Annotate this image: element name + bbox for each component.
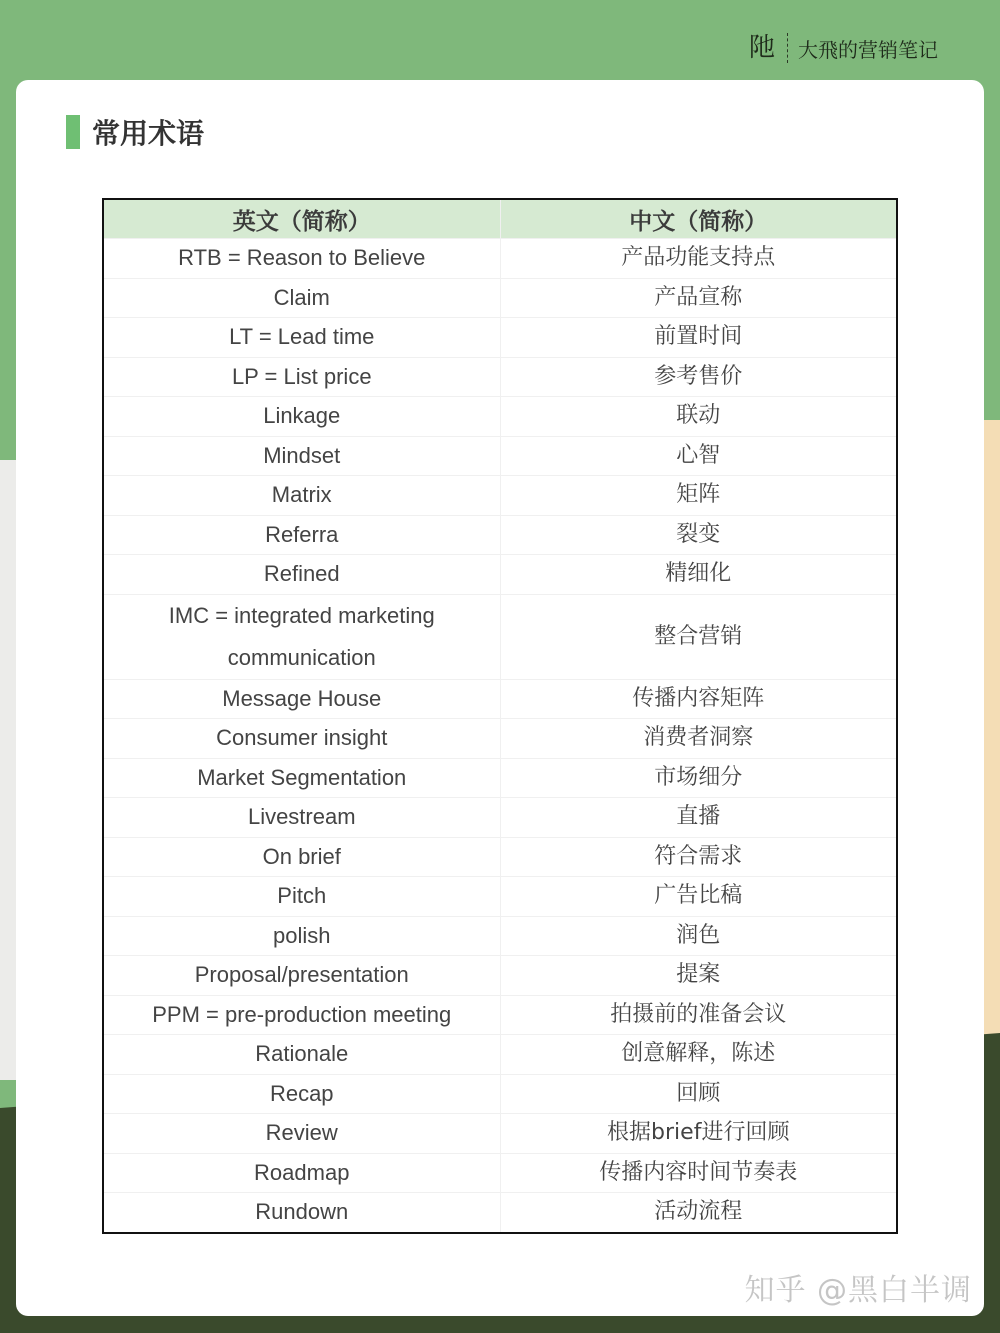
term-chinese: 拍摄前的准备会议 — [500, 995, 897, 1035]
term-english: Mindset — [103, 436, 500, 476]
table-row — [103, 798, 897, 838]
term-chinese: 心智 — [500, 436, 897, 476]
term-chinese: 精细化 — [500, 555, 897, 595]
term-chinese: 矩阵 — [500, 476, 897, 516]
table-row — [103, 1153, 897, 1193]
term-english: Consumer insight — [103, 719, 500, 759]
term-chinese: 提案 — [500, 956, 897, 996]
brand-logo-icon: 阤 — [749, 33, 788, 63]
term-english: Roadmap — [103, 1153, 500, 1193]
term-english: On brief — [103, 837, 500, 877]
table-row — [103, 318, 897, 358]
term-chinese: 参考售价 — [500, 357, 897, 397]
term-chinese: 符合需求 — [500, 837, 897, 877]
table-row — [103, 1193, 897, 1233]
column-header-english: 英文（简称） — [103, 199, 500, 239]
table-row — [103, 837, 897, 877]
table-row — [103, 515, 897, 555]
term-english: Review — [103, 1114, 500, 1154]
table-body — [103, 239, 897, 1233]
term-english: Pitch — [103, 877, 500, 917]
table-row — [103, 877, 897, 917]
term-chinese: 创意解释，陈述 — [500, 1035, 897, 1075]
watermark: 知乎 @黑白半调 — [744, 1273, 972, 1308]
term-english: Recap — [103, 1074, 500, 1114]
term-chinese: 传播内容时间节奏表 — [500, 1153, 897, 1193]
table-row — [103, 436, 897, 476]
term-english: Proposal/presentation — [103, 956, 500, 996]
term-chinese: 消费者洞察 — [500, 719, 897, 759]
table-row — [103, 1074, 897, 1114]
table-row — [103, 956, 897, 996]
brand-name: 大飛的营销笔记 — [798, 37, 938, 62]
term-english: Rationale — [103, 1035, 500, 1075]
term-english: Matrix — [103, 476, 500, 516]
term-chinese: 直播 — [500, 798, 897, 838]
term-english: PPM = pre-production meeting — [103, 995, 500, 1035]
term-chinese: 根据brief进行回顾 — [500, 1114, 897, 1154]
term-chinese: 润色 — [500, 916, 897, 956]
term-english: IMC = integrated marketing communication — [103, 594, 500, 679]
table-row — [103, 758, 897, 798]
term-chinese: 裂变 — [500, 515, 897, 555]
term-english: polish — [103, 916, 500, 956]
table-row — [103, 995, 897, 1035]
table-row — [103, 1035, 897, 1075]
table-row — [103, 397, 897, 437]
brand-header — [749, 30, 938, 66]
table-row — [103, 916, 897, 956]
term-chinese: 市场细分 — [500, 758, 897, 798]
term-chinese: 传播内容矩阵 — [500, 679, 897, 719]
term-english: LP = List price — [103, 357, 500, 397]
term-english: Linkage — [103, 397, 500, 437]
term-chinese: 联动 — [500, 397, 897, 437]
term-english: Referra — [103, 515, 500, 555]
table-row — [103, 594, 897, 679]
table-row — [103, 357, 897, 397]
term-chinese: 产品宣称 — [500, 278, 897, 318]
term-english: Message House — [103, 679, 500, 719]
term-chinese: 整合营销 — [500, 594, 897, 679]
term-english: RTB = Reason to Believe — [103, 239, 500, 279]
term-english: Claim — [103, 278, 500, 318]
table-row — [103, 555, 897, 595]
content-card — [16, 80, 984, 1316]
section-heading — [66, 113, 204, 151]
table-row — [103, 679, 897, 719]
section-title: 常用术语 — [92, 117, 205, 150]
term-chinese: 活动流程 — [500, 1193, 897, 1233]
accent-bar — [66, 115, 80, 149]
table-row — [103, 476, 897, 516]
table-row — [103, 278, 897, 318]
term-english: Rundown — [103, 1193, 500, 1233]
term-chinese: 广告比稿 — [500, 877, 897, 917]
term-chinese: 产品功能支持点 — [500, 239, 897, 279]
term-chinese: 前置时间 — [500, 318, 897, 358]
table-row — [103, 239, 897, 279]
term-english: Market Segmentation — [103, 758, 500, 798]
table-row — [103, 1114, 897, 1154]
term-english: LT = Lead time — [103, 318, 500, 358]
term-english: Refined — [103, 555, 500, 595]
table-row — [103, 719, 897, 759]
column-header-chinese: 中文（简称） — [500, 199, 897, 239]
term-chinese: 回顾 — [500, 1074, 897, 1114]
term-english: Livestream — [103, 798, 500, 838]
table-header-row — [103, 199, 897, 239]
terms-table — [102, 198, 898, 1234]
